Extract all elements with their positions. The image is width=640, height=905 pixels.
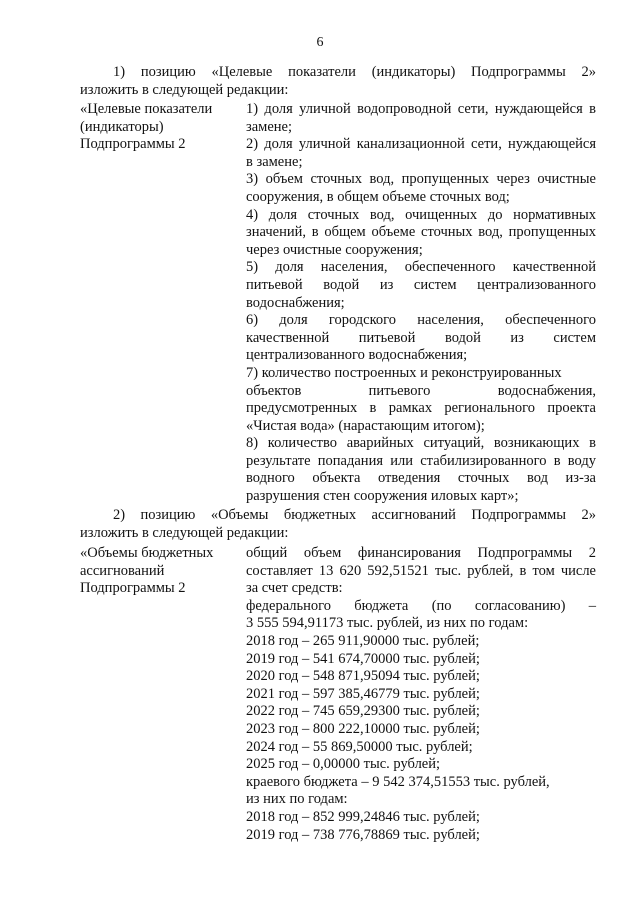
section2-table [80, 545, 596, 850]
section1-value-line: 4) доля сточных вод, очищенных до нормативных [246, 206, 596, 223]
section1-value-line: водного объекта отведения сточных вод из-за [246, 470, 596, 487]
section2-value-line: 2018 год – 265 911,90000 тыс. рублей; [246, 632, 480, 649]
section2-value-line: 2019 год – 738 776,78869 тыс. рублей; [246, 826, 480, 843]
section1-label-line: Подпрограммы 2 [80, 136, 186, 153]
section1-value-line: 6) доля городского населения, обеспеченного [246, 312, 596, 329]
section2-value-line: общий объем финансирования Подпрограммы 2 [246, 545, 596, 561]
section1-value-line: «Чистая вода» (нарастающим итогом); [246, 417, 485, 434]
section2-label-line: Подпрограммы 2 [80, 580, 186, 597]
section1-value-line: 8) количество аварийных ситуаций, возникающих в [246, 435, 596, 452]
section2-value-line: 3 555 594,91173 тыс. рублей, из них по годам: [246, 615, 529, 632]
section1-value-line: централизованного водоснабжения; [246, 347, 468, 364]
section2-value-line: 2021 год – 597 385,46779 тыс. рублей; [246, 685, 480, 702]
section1-value-line: разрушения стен сооружения иловых карт»; [246, 488, 519, 505]
section2-value-line: 2024 год – 55 869,50000 тыс. рублей; [246, 738, 473, 755]
section2-value-line: краевого бюджета – 9 542 374,51553 тыс. рублей, [246, 773, 550, 790]
section1-intro-line: изложить в следующей редакции: [80, 81, 289, 98]
section1-value-line: в замене; [246, 153, 303, 170]
section1-value-line: 5) доля населения, обеспеченного качественной [246, 259, 596, 276]
section2-value-line: составляет 13 620 592,51521 тыс. рублей, в том числе [246, 562, 596, 579]
section2-value-line: 2019 год – 541 674,70000 тыс. рублей; [246, 650, 480, 667]
section2-value-line: 2023 год – 800 222,10000 тыс. рублей; [246, 720, 480, 737]
section1-value-line: качественной питьевой водой из систем [246, 329, 596, 346]
section2-label-line: ассигнований [80, 562, 165, 579]
section1-label-line: (индикаторы) [80, 118, 164, 135]
section2-intro-line: изложить в следующей редакции: [80, 524, 289, 541]
section2-value-line: федерального бюджета (по согласованию) – [246, 597, 596, 614]
section1-value-line: 1) доля уличной водопроводной сети, нуждающейся в [246, 101, 596, 117]
section2-value-line: 2020 год – 548 871,95094 тыс. рублей; [246, 668, 480, 685]
section2-value-line: из них по годам: [246, 791, 348, 808]
section1-value-line: сооружения, в общем объеме сточных вод; [246, 188, 510, 205]
section1-value-line: через очистные сооружения; [246, 241, 423, 258]
section1-value-line: питьевой водой из систем централизованного [246, 276, 596, 293]
section1-label [80, 101, 240, 154]
section1-value-line: результате попадания или стабилизированного в воду [246, 452, 596, 469]
section1-intro [80, 64, 596, 99]
page-number: 6 [316, 35, 324, 50]
section2-value-line: 2018 год – 852 999,24846 тыс. рублей; [246, 808, 480, 825]
section2-values [246, 545, 596, 844]
section1-table [80, 101, 596, 511]
section1-intro-line: 1) позицию «Целевые показатели (индикаторы) Подпрограммы 2» [113, 64, 596, 80]
section2-value-line: 2022 год – 745 659,29300 тыс. рублей; [246, 703, 480, 720]
section2-value-line: за счет средств: [246, 580, 343, 597]
section1-value-line: 2) доля уличной канализационной сети, нуждающейся [246, 136, 596, 153]
section2-label-line: «Объемы бюджетных [80, 545, 214, 561]
section2-label [80, 545, 240, 598]
section1-value-line: предусмотренных в рамках регионального проекта [246, 400, 596, 417]
section1-value-line: водоснабжения; [246, 294, 345, 311]
section1-value-line: объектов питьевого водоснабжения, [246, 382, 596, 399]
section1-value-line: замене; [246, 118, 292, 135]
section2-intro-line: 2) позицию «Объемы бюджетных ассигнований Подпрограммы 2» [113, 507, 596, 523]
section1-values [246, 101, 596, 506]
section1-value-line: 7) количество построенных и реконструированных [246, 364, 562, 381]
section2-intro [80, 507, 596, 542]
section2-value-line: 2025 год – 0,00000 тыс. рублей; [246, 756, 441, 773]
section1-value-line: 3) объем сточных вод, пропущенных через очистные [246, 171, 596, 188]
section1-value-line: значений, в общем объеме сточных вод, пропущенных [246, 224, 596, 241]
section1-label-line: «Целевые показатели [80, 101, 213, 117]
